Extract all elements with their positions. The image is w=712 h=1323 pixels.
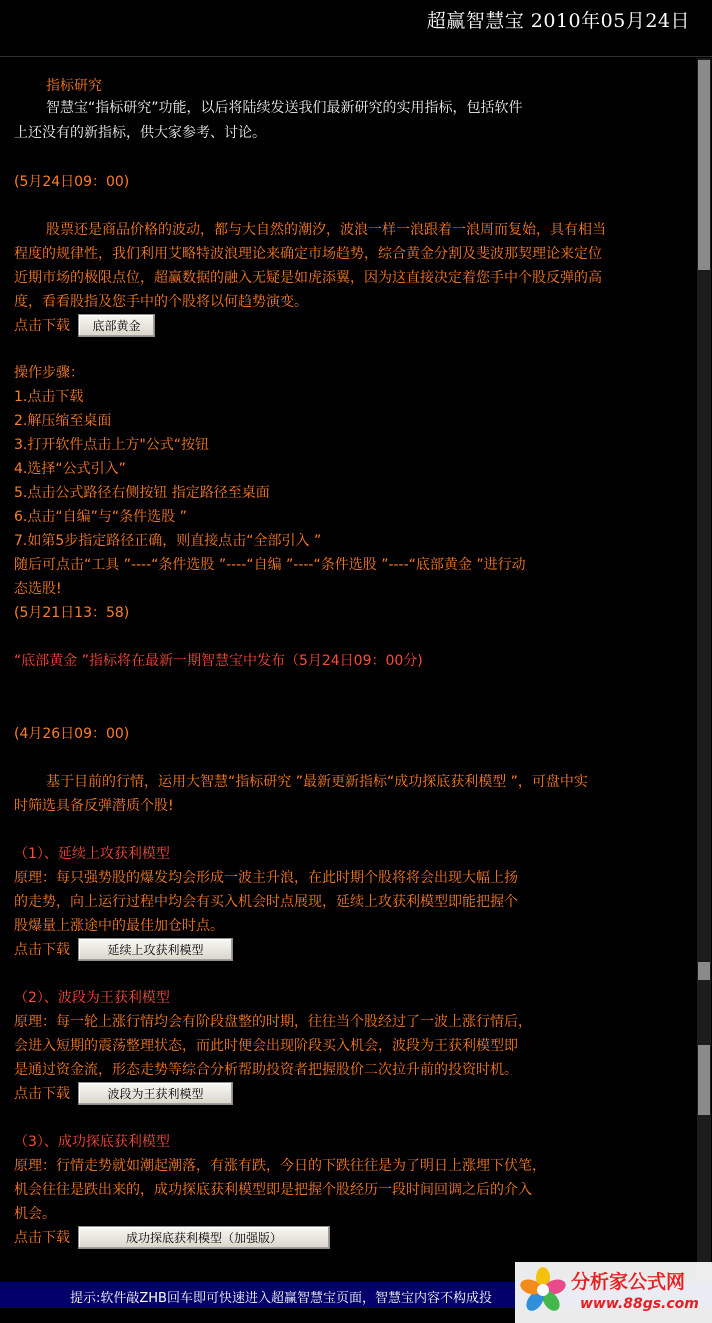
steps-title: 操作步骤： [14,365,84,381]
model-desc-line: 原理：每一轮上涨行情均会有阶段盘整的时期，往往当个股经过了一波上涨行情后， [14,1014,532,1030]
download-model2-button[interactable]: 波段为王获利模型 [78,1082,233,1105]
download-label: 点击下载 [14,318,70,334]
date-stamp: (5月24日09：00) [14,174,130,190]
model-desc-line: 机会往往是跌出来的，成功探底获利模型即是把握个股经历一段时间回调之后的介入 [14,1182,532,1198]
model-desc-line: 的走势，向上运行过程中均会有买入机会时点展现，延续上攻获利模型即能把握个 [14,894,518,910]
intro-line: 智慧宝“指标研究”功能，以后将陆续发送我们最新研究的实用指标，包括软件 [46,100,523,116]
paragraph-line: 股票还是商品价格的波动，都与大自然的潮汐，波浪一样一浪跟着一浪周而复始，具有相当 [46,222,606,238]
step-item: 1.点击下载 [14,389,84,405]
step-item: 2.解压缩至桌面 [14,413,112,429]
download-label: 点击下载 [14,942,70,958]
model-desc-line: 原理：行情走势就如潮起潮落，有涨有跌，今日的下跌往往是为了明日上涨埋下伏笔， [14,1158,546,1174]
model-desc-line: 原理：每只强势股的爆发均会形成一波主升浪，在此时期个股将将会出现大幅上扬 [14,870,518,886]
header-divider [0,56,712,57]
date-stamp: (5月21日13：58) [14,605,130,621]
download-label: 点击下载 [14,1230,70,1246]
paragraph-line: 度，看看股指及您手中的个股将以何趋势演变。 [14,294,308,310]
paragraph-line: 时筛选具备反弹潜质个股! [14,798,174,814]
header-bar [0,0,712,44]
section-heading: 指标研究 [46,78,102,94]
header-title: 超赢智慧宝 2010年05月24日 [426,10,690,32]
scrollbar-thumb[interactable] [698,60,710,270]
date-stamp: (4月26日09：00) [14,726,130,742]
model-desc-line: 会进入短期的震荡整理状态，而此时便会出现阶段买入机会，波段为王获利模型即 [14,1038,518,1054]
model-desc-line: 是通过资金流，形态走势等综合分析帮助投资者把握股价二次拉升前的投资时机。 [14,1062,518,1078]
step-item: 随后可点击“工具 ”----“条件选股 ”----“自编 ”----“条件选股 ”----“底部黄金 ”进行动 [14,557,526,573]
model-desc-line: 股爆量上涨途中的最佳加仓时点。 [14,918,224,934]
model-title: （2）、波段为王获利模型 [14,990,170,1006]
model-title: （1）、延续上攻获利模型 [14,846,170,862]
paragraph-line: 基于目前的行情，运用大智慧“指标研究 ”最新更新指标“成功探底获利模型 ”，可盘中实 [46,774,588,790]
step-item: 4.选择“公式引入” [14,461,126,477]
step-item: 态选股! [14,581,62,597]
intro-line: 上还没有的新指标，供大家参考、讨论。 [14,125,266,141]
article-content [0,58,697,1280]
scrollbar-thumb[interactable] [698,962,710,980]
watermark-url: www.88gs.com [580,1296,699,1312]
paragraph-line: 程度的规律性，我们利用艾略特波浪理论来确定市场趋势，综合黄金分割及斐波那契理论来定位 [14,246,602,262]
paragraph-line: 近期市场的极限点位，超赢数据的融入无疑是如虎添翼，因为这直接决定着您手中个股反弹的高 [14,270,602,286]
step-item: 5.点击公式路径右侧按钮 指定路径至桌面 [14,485,270,501]
download-model3-button[interactable]: 成功探底获利模型（加强版） [78,1226,330,1249]
download-bottom-gold-button[interactable]: 底部黄金 [78,314,155,337]
footer-tip: 提示:软件敲ZHB回车即可快速进入超赢智慧宝页面，智慧宝内容不构成投 [70,1291,492,1306]
model-desc-line: 机会。 [14,1206,56,1222]
watermark-site-name: 分析家公式网 [571,1271,686,1293]
download-label: 点击下载 [14,1086,70,1102]
step-item: 7.如第5步指定路径正确，则直接点击“全部引入 ” [14,533,322,549]
step-item: 3.打开软件点击上方"公式“按钮 [14,437,210,453]
release-notice: “底部黄金 ”指标将在最新一期智慧宝中发布（5月24日09：00分) [14,653,423,669]
model-title: （3）、成功探底获利模型 [14,1134,170,1150]
scrollbar-thumb[interactable] [698,1045,710,1115]
step-item: 6.点击“自编”与“条件选股 ” [14,509,187,525]
download-model1-button[interactable]: 延续上攻获利模型 [78,938,233,961]
